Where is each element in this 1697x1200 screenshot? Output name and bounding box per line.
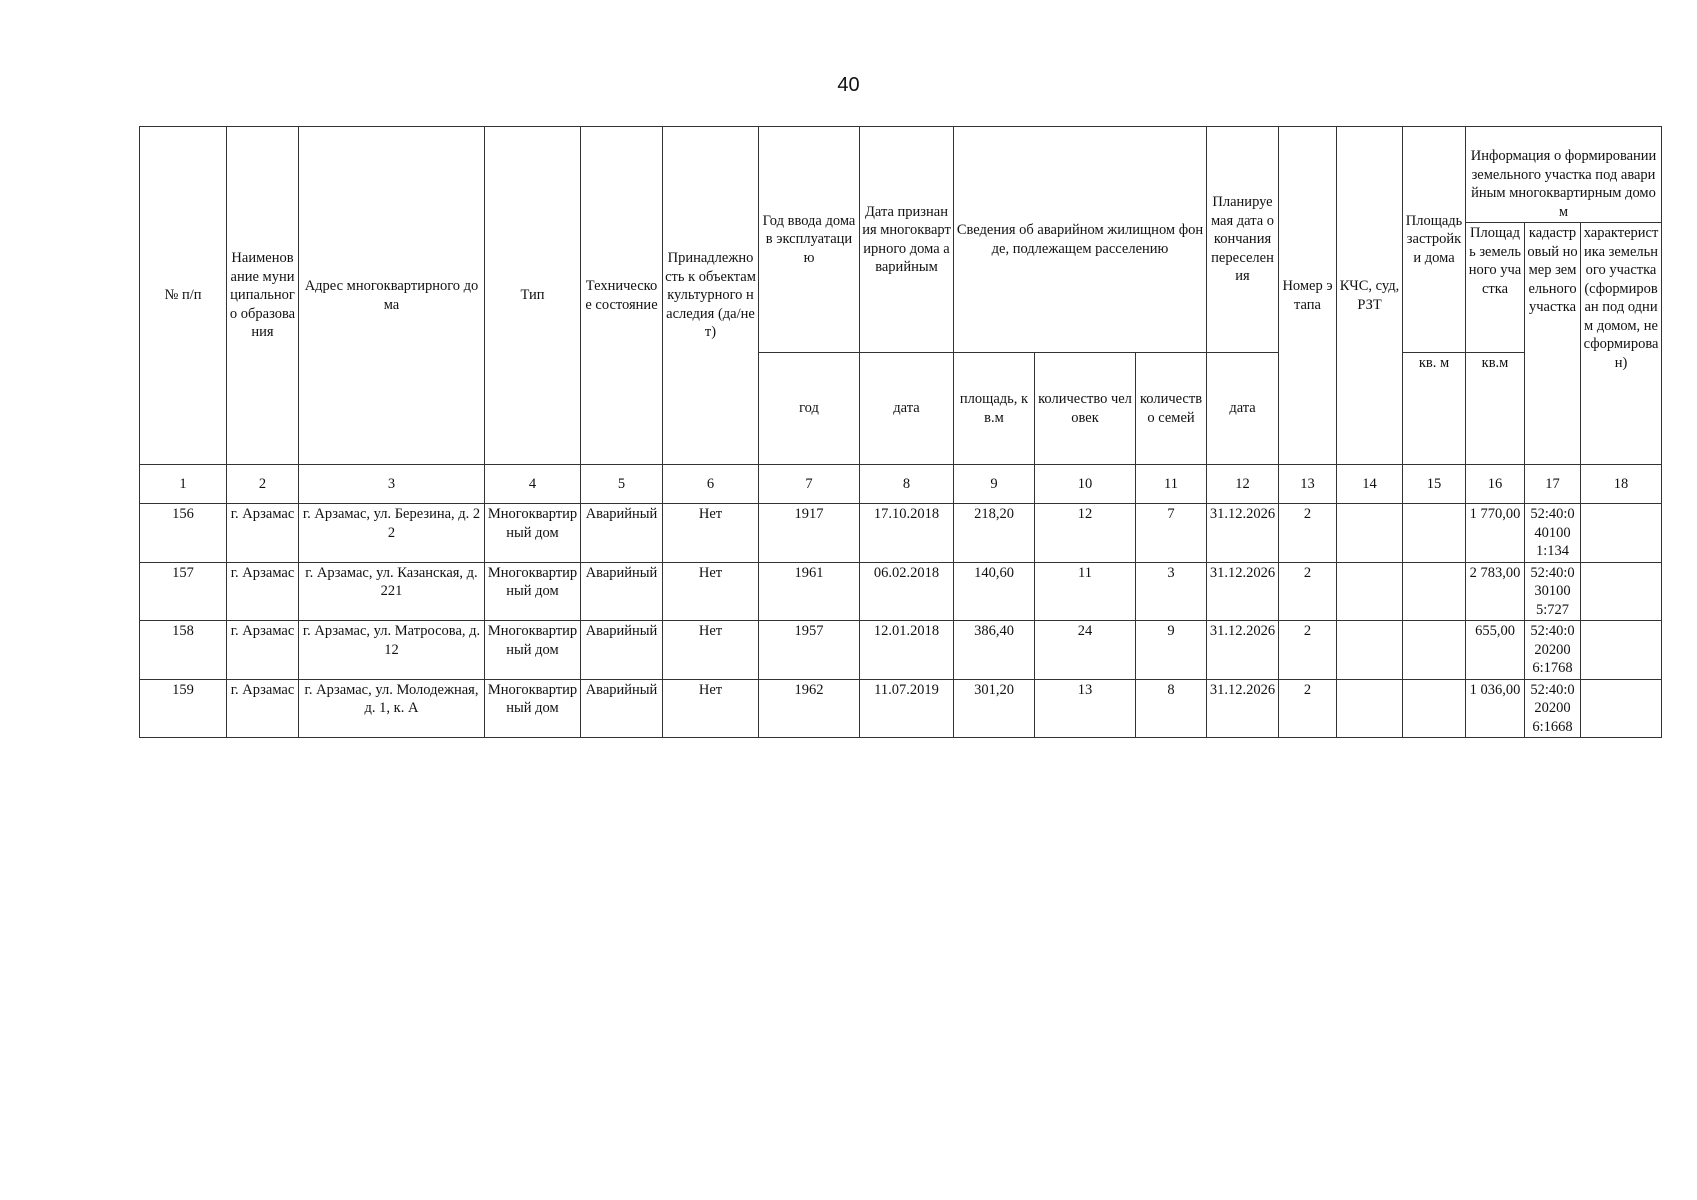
column-number: 18 <box>1581 465 1662 504</box>
cell-state: Аварийный <box>581 621 663 680</box>
cell-kchs <box>1337 621 1403 680</box>
cell-state: Аварийный <box>581 679 663 738</box>
column-number: 1 <box>140 465 227 504</box>
cell-municipality: г. Арзамас <box>227 621 299 680</box>
cell-built-area <box>1403 562 1466 621</box>
cell-planned-date: 31.12.2026 <box>1207 562 1279 621</box>
cell-emergency-date: 11.07.2019 <box>860 679 954 738</box>
subheader-plot-area-unit: кв.м <box>1466 353 1525 465</box>
header-type: Тип <box>485 127 581 465</box>
cell-characteristic <box>1581 562 1662 621</box>
column-number: 2 <box>227 465 299 504</box>
column-number: 4 <box>485 465 581 504</box>
housing-register-table <box>139 126 1662 738</box>
cell-heritage: Нет <box>663 621 759 680</box>
cell-families: 9 <box>1136 621 1207 680</box>
cell-kchs <box>1337 679 1403 738</box>
table-row <box>140 621 1662 680</box>
cell-stage: 2 <box>1279 679 1337 738</box>
cell-cadastral: 52:40:040100 1:134 <box>1525 504 1581 563</box>
header-technical-state: Техническое состояние <box>581 127 663 465</box>
header-municipality: Наименование муниципального образования <box>227 127 299 465</box>
column-number: 9 <box>954 465 1035 504</box>
cell-built-area <box>1403 504 1466 563</box>
header-plot-characteristic: характеристика земельного участка (сформирован под одним домом, не сформирован) <box>1581 223 1662 465</box>
cell-year: 1957 <box>759 621 860 680</box>
subheader-planned-date: дата <box>1207 353 1279 465</box>
header-kchs: КЧС, суд, РЗТ <box>1337 127 1403 465</box>
cell-stage: 2 <box>1279 562 1337 621</box>
cell-type: Многоквартирный дом <box>485 621 581 680</box>
table-row <box>140 679 1662 738</box>
cell-state: Аварийный <box>581 562 663 621</box>
header-built-area: Площадь застройки дома <box>1403 127 1466 353</box>
subheader-area: площадь, кв.м <box>954 353 1035 465</box>
cell-plot-area: 1 036,00 <box>1466 679 1525 738</box>
column-number: 10 <box>1035 465 1136 504</box>
cell-plot-area: 1 770,00 <box>1466 504 1525 563</box>
cell-municipality: г. Арзамас <box>227 504 299 563</box>
subheader-year: год <box>759 353 860 465</box>
cell-characteristic <box>1581 621 1662 680</box>
cell-families: 8 <box>1136 679 1207 738</box>
cell-people: 12 <box>1035 504 1136 563</box>
cell-characteristic <box>1581 504 1662 563</box>
cell-number: 156 <box>140 504 227 563</box>
table-row <box>140 504 1662 563</box>
cell-type: Многоквартирный дом <box>485 562 581 621</box>
cell-planned-date: 31.12.2026 <box>1207 679 1279 738</box>
cell-heritage: Нет <box>663 679 759 738</box>
cell-cadastral: 52:40:030100 5:727 <box>1525 562 1581 621</box>
column-number: 8 <box>860 465 954 504</box>
cell-year: 1961 <box>759 562 860 621</box>
cell-address: г. Арзамас, ул. Березина, д. 22 <box>299 504 485 563</box>
header-land-plot-info: Информация о формировании земельного участка под аварийным многоквартирным домом <box>1466 127 1662 223</box>
cell-year: 1962 <box>759 679 860 738</box>
cell-planned-date: 31.12.2026 <box>1207 504 1279 563</box>
cell-characteristic <box>1581 679 1662 738</box>
header-cadastral-number: кадастровый номер земельного участка <box>1525 223 1581 465</box>
column-number: 17 <box>1525 465 1581 504</box>
column-number: 14 <box>1337 465 1403 504</box>
cell-year: 1917 <box>759 504 860 563</box>
cell-cadastral: 52:40:020200 6:1768 <box>1525 621 1581 680</box>
column-number: 6 <box>663 465 759 504</box>
cell-people: 11 <box>1035 562 1136 621</box>
cell-built-area <box>1403 679 1466 738</box>
cell-type: Многоквартирный дом <box>485 504 581 563</box>
cell-people: 24 <box>1035 621 1136 680</box>
cell-stage: 2 <box>1279 621 1337 680</box>
subheader-built-area-unit: кв. м <box>1403 353 1466 465</box>
cell-number: 157 <box>140 562 227 621</box>
column-number: 15 <box>1403 465 1466 504</box>
cell-families: 3 <box>1136 562 1207 621</box>
header-row-number: № п/п <box>140 127 227 465</box>
cell-number: 159 <box>140 679 227 738</box>
cell-type: Многоквартирный дом <box>485 679 581 738</box>
header-plot-area: Площадь земельного участка <box>1466 223 1525 353</box>
subheader-people: количество человек <box>1035 353 1136 465</box>
column-number: 7 <box>759 465 860 504</box>
cell-families: 7 <box>1136 504 1207 563</box>
column-number: 3 <box>299 465 485 504</box>
cell-address: г. Арзамас, ул. Казанская, д. 221 <box>299 562 485 621</box>
cell-plot-area: 2 783,00 <box>1466 562 1525 621</box>
cell-municipality: г. Арзамас <box>227 679 299 738</box>
cell-municipality: г. Арзамас <box>227 562 299 621</box>
column-number: 11 <box>1136 465 1207 504</box>
cell-address: г. Арзамас, ул. Матросова, д. 12 <box>299 621 485 680</box>
cell-stage: 2 <box>1279 504 1337 563</box>
header-housing-info: Сведения об аварийном жилищном фонде, подлежащем расселению <box>954 127 1207 353</box>
cell-address: г. Арзамас, ул. Молодежная, д. 1, к. А <box>299 679 485 738</box>
cell-plot-area: 655,00 <box>1466 621 1525 680</box>
column-number: 5 <box>581 465 663 504</box>
header-emergency-date: Дата признания многоквартирного дома аварийным <box>860 127 954 353</box>
cell-area: 386,40 <box>954 621 1035 680</box>
column-number: 12 <box>1207 465 1279 504</box>
cell-emergency-date: 17.10.2018 <box>860 504 954 563</box>
page-number: 40 <box>837 74 860 96</box>
subheader-date: дата <box>860 353 954 465</box>
cell-kchs <box>1337 562 1403 621</box>
cell-area: 218,20 <box>954 504 1035 563</box>
column-number-row <box>140 465 1662 504</box>
header-address: Адрес многоквартирного дома <box>299 127 485 465</box>
header-stage-number: Номер этапа <box>1279 127 1337 465</box>
cell-state: Аварийный <box>581 504 663 563</box>
column-number: 16 <box>1466 465 1525 504</box>
cell-heritage: Нет <box>663 504 759 563</box>
cell-built-area <box>1403 621 1466 680</box>
cell-area: 140,60 <box>954 562 1035 621</box>
subheader-families: количество семей <box>1136 353 1207 465</box>
cell-heritage: Нет <box>663 562 759 621</box>
cell-kchs <box>1337 504 1403 563</box>
column-number: 13 <box>1279 465 1337 504</box>
cell-cadastral: 52:40:020200 6:1668 <box>1525 679 1581 738</box>
cell-emergency-date: 12.01.2018 <box>860 621 954 680</box>
cell-emergency-date: 06.02.2018 <box>860 562 954 621</box>
table-row <box>140 562 1662 621</box>
header-planned-date: Планируемая дата окончания переселения <box>1207 127 1279 353</box>
cell-area: 301,20 <box>954 679 1035 738</box>
cell-planned-date: 31.12.2026 <box>1207 621 1279 680</box>
header-heritage: Принадлежность к объектам культурного наследия (да/нет) <box>663 127 759 465</box>
cell-number: 158 <box>140 621 227 680</box>
cell-people: 13 <box>1035 679 1136 738</box>
header-commission-year: Год ввода дома в эксплуатацию <box>759 127 860 353</box>
